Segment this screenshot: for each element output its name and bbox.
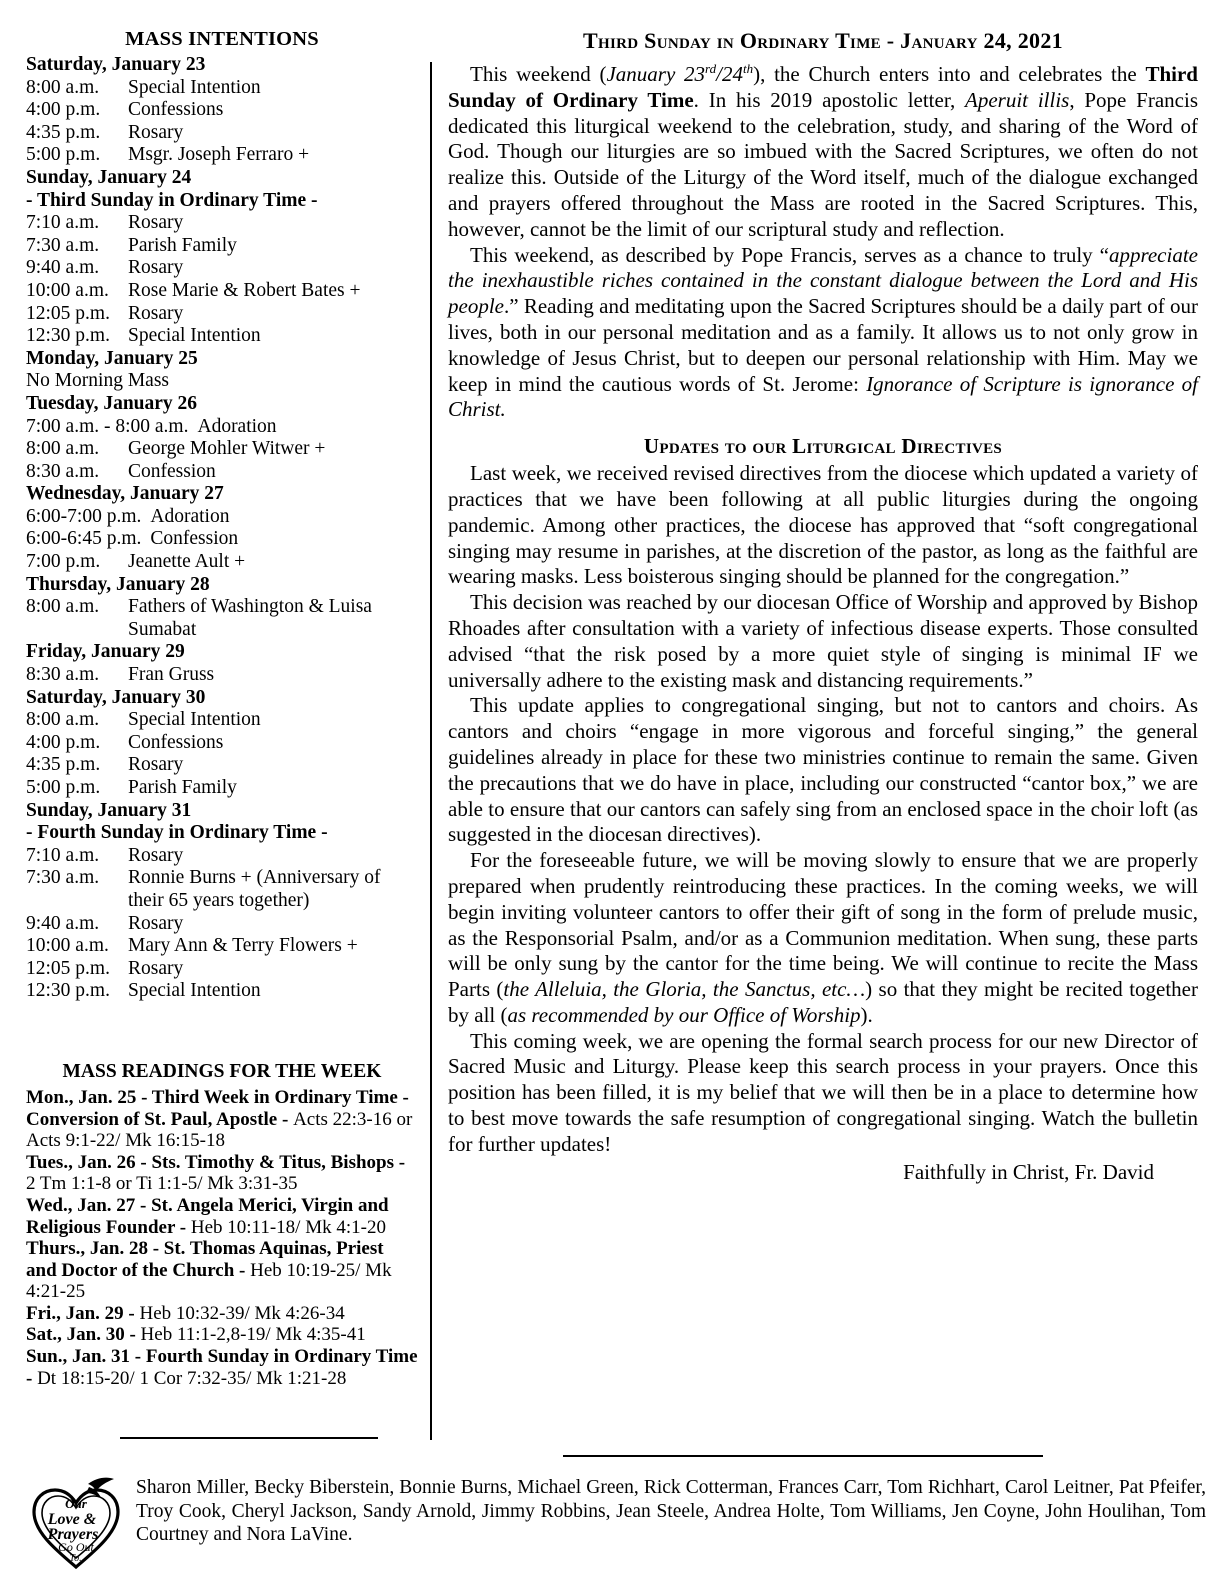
p2-quote: appreciate the inexhaustible riches contained in the constant dialogue between the Lord and His people (448, 242, 1198, 319)
article-paragraph-1 (448, 62, 1198, 243)
mass-reading-label: Wed., Jan. 27 - St. Angela Merici, Virgin and Religious Founder - (26, 1194, 389, 1238)
mass-day-note: No Morning Mass (26, 370, 170, 392)
mass-intention-description: Rosary (128, 754, 184, 776)
mass-intention-description: Special Intention (128, 76, 261, 98)
mass-intention-time: 12:05 p.m. (26, 957, 110, 979)
mass-day-subtitle: - Third Sunday in Ordinary Time - (26, 189, 318, 211)
mass-intention-row (26, 438, 418, 461)
right-column (426, 28, 1198, 1185)
mass-intention-time: 7:00 p.m. (26, 551, 101, 573)
logo-line-2: Love & (47, 1511, 97, 1528)
mass-intention-row (26, 144, 418, 167)
mass-reading-citation: Heb 10:32-39/ Mk 4:26-34 (139, 1302, 345, 1324)
mass-reading-label: Sun., Jan. 31 - Fourth Sunday in Ordinary Time - (26, 1346, 418, 1389)
mass-intention-time: 7:10 a.m. (26, 844, 100, 866)
logo-line-4: Go Out (58, 1540, 94, 1554)
mass-intention-description: Confession (128, 460, 216, 482)
mass-intention-row (26, 122, 418, 145)
mass-intention-row (26, 664, 418, 687)
p1-end: , Pope Francis dedicated this liturgical weekend to the celebration, study, and sharing of the Word of God. Though our liturgies are so imbued with the Sacred Scriptures, we often do not realize this. Outside of the Liturgy of the Word itself, much of the dialogue exchanged and prayers offered throughout the Mass are rooted in the Sacred Scriptures. This, however, cannot be the limit of our scriptural study and reflection. (448, 87, 1198, 241)
prayer-list-footer (26, 1470, 1206, 1574)
article-paragraph-7: This coming week, we are opening the formal search process for our new Director of Sacred Music and Liturgy. Please keep this search process in your prayers. Once this position has been filled, it is my belief that we will then be in a place to determine how to best move towards the safe resumption of congregational singing. Watch the bulletin for further updates! (448, 1028, 1198, 1156)
mass-intentions-heading: MASS INTENTIONS (125, 28, 319, 50)
mass-reading-item (26, 1346, 418, 1389)
mass-intention-row (26, 709, 418, 732)
mass-intention-description: Rosary (128, 257, 184, 279)
mass-day-heading: Thursday, January 28 (26, 573, 210, 595)
mass-intention-description: Ronnie Burns + (Anniversary of (128, 867, 381, 889)
mass-reading-item (26, 1087, 418, 1152)
mass-intention-time: 9:40 a.m. (26, 257, 100, 279)
mass-intentions-list (26, 54, 418, 1003)
p1-date-a: January 23 (606, 62, 706, 86)
mass-intention-description: Parish Family (128, 777, 237, 798)
logo-line-1: Our (65, 1496, 87, 1511)
mass-intention-description: Adoration (150, 505, 230, 527)
p1-italic: Aperuit illis (965, 87, 1070, 112)
mass-intention-time: 12:30 p.m. (26, 325, 110, 347)
mass-intention-time: 6:00-7:00 p.m. (26, 505, 142, 527)
mass-reading-citation: Heb 10:11-18/ Mk 4:1-20 (190, 1216, 386, 1238)
mass-reading-citation: Dt 18:15-20/ 1 Cor 7:32-35/ Mk 1:21-28 (37, 1367, 347, 1389)
mass-reading-label: Mon., Jan. 25 - Third Week in Ordinary Time - Conversion of St. Paul, Apostle - (26, 1086, 409, 1130)
mass-intention-description: Fathers of Washington & Luisa (128, 596, 372, 618)
p1-mid2: . In his 2019 apostolic letter, (693, 87, 966, 112)
mass-intention-description: Rosary (128, 302, 184, 324)
mass-intention-row (26, 980, 418, 1003)
mass-intention-description: Rosary (128, 212, 184, 234)
mass-reading-item (26, 1303, 418, 1325)
left-column (26, 28, 426, 1389)
article-paragraph-6 (448, 848, 1198, 1029)
mass-intention-description: Confessions (128, 731, 224, 753)
mass-intention-time: 4:00 p.m. (26, 731, 101, 753)
mass-intention-row (26, 77, 418, 100)
mass-intention-row (26, 551, 418, 574)
mass-intention-description: Confessions (128, 99, 224, 121)
mass-reading-item (26, 1195, 418, 1238)
mass-reading-label: Tues., Jan. 26 - Sts. Timothy & Titus, Bishops - (26, 1151, 406, 1173)
mass-intention-description: Msgr. Joseph Ferraro + (128, 144, 310, 166)
mass-intention-time: 10:00 a.m. (26, 279, 109, 301)
mass-intention-row (26, 845, 418, 868)
p1-sup-b: th (742, 61, 754, 76)
mass-intention-row (26, 235, 418, 258)
mass-intention-time: 7:30 a.m. (26, 234, 100, 256)
mass-day-heading: Saturday, January 23 (26, 54, 206, 75)
mass-intention-description: Rosary (128, 121, 184, 143)
mass-intention-description: Adoration (197, 415, 277, 437)
mass-intention-continuation: Sumabat (128, 618, 197, 640)
mass-readings-list (26, 1087, 418, 1389)
p2-jerome-quote: Ignorance of Scripture is ignorance of Christ. (448, 371, 1198, 422)
p1-pre: This weekend ( (470, 62, 607, 86)
right-footer-rule (563, 1455, 1043, 1457)
mass-intention-row (26, 416, 418, 439)
mass-intention-time: 8:00 a.m. (26, 438, 100, 460)
mass-intention-row (26, 257, 418, 280)
love-and-prayers-logo (26, 1470, 126, 1574)
mass-intention-description: Rosary (128, 912, 184, 934)
mass-intention-row (26, 867, 418, 890)
mass-reading-citation: Heb 11:1-2,8-19/ Mk 4:35-41 (140, 1324, 366, 1346)
mass-reading-citation: Acts 22:3-16 or Acts 9:1-22/ Mk 16:15-18 (26, 1108, 413, 1152)
liturgical-directives-heading: Updates to our Liturgical Directives (643, 434, 1003, 459)
mass-intention-time: 9:40 a.m. (26, 912, 100, 934)
p1-bold: Third Sunday of Ordinary Time (448, 62, 1198, 112)
mass-day-heading: Wednesday, January 27 (26, 483, 224, 505)
mass-intention-row (26, 596, 418, 619)
mass-day-heading: Tuesday, January 26 (26, 392, 198, 414)
mass-intention-time: 7:10 a.m. (26, 212, 100, 234)
article-paragraph-4: This decision was reached by our diocesan Office of Worship and approved by Bishop Rhoades after consultation with a variety of infectious disease experts. Those consulted advised “that the risk posed by a more quiet style of singing is minimal IF we universally adhere to the existing mask and distancing requirements.” (448, 590, 1198, 692)
p2-pre: This weekend, as described by Pope Francis, serves as a chance to truly “ (470, 242, 1109, 267)
p6-office-worship: as recommended by our Office of Worship (507, 1002, 861, 1027)
mass-intention-row (26, 777, 418, 800)
mass-intention-time: 7:00 a.m. - 8:00 a.m. (26, 415, 189, 437)
mass-day-heading: Sunday, January 31 (26, 799, 192, 821)
mass-intention-time: 4:35 p.m. (26, 121, 101, 143)
mass-intention-row (26, 325, 418, 348)
mass-reading-citation: Heb 10:19-25/ Mk 4:21-25 (26, 1259, 392, 1303)
p6-mass-parts: the Alleluia, the Gloria, the Sanctus, etc… (503, 977, 866, 1002)
mass-reading-citation: 2 Tm 1:1-8 or Ti 1:1-5/ Mk 3:31-35 (26, 1173, 298, 1195)
logo-line-5: To... (69, 1553, 87, 1564)
mass-intention-description: Rosary (128, 844, 184, 866)
mass-reading-label: Fri., Jan. 29 - (26, 1302, 140, 1324)
mass-intention-time: 8:00 a.m. (26, 596, 100, 618)
p2-mid: .” Reading and meditating upon the Sacred Scriptures should be a daily part of our lives, both in our personal meditation and as a family. It allows us to not only grow in knowledge of Jesus Christ, but to deepen our personal relationship with Him. May we keep in mind the cautious words of St. Jerome: (448, 294, 1198, 396)
article-paragraph-5: This update applies to congregational singing, but not to cantors and choirs. As cantors and choirs “engage in more vigorous and forceful singing,” the general guidelines already in place for these two ministries continue to remain the same. Given the precautions that we do have in place, including our constructed “cantor box,” we are able to ensure that our cantors can safely sing from an enclosed space in the choir loft (as suggested in the diocesan directives). (448, 693, 1198, 847)
mass-day-heading: Monday, January 25 (26, 347, 198, 369)
mass-intention-row (26, 303, 418, 326)
mass-intention-description: Special Intention (128, 325, 261, 347)
mass-intention-row (26, 506, 418, 529)
mass-intention-time: 12:05 p.m. (26, 302, 110, 324)
p1-date-b: /24 (716, 62, 743, 86)
mass-intention-description: Special Intention (128, 709, 261, 731)
mass-intention-row (26, 958, 418, 981)
article-paragraph-3: Last week, we received revised directives from the diocese which updated a variety of practices that we have been following at all public liturgies during the ongoing pandemic. Among other practices, the diocese has approved that “soft congregational singing may resume in parishes, at the discretion of the pastor, as long as the faithful are wearing masks. Less boisterous singing should be planned for the congregation.” (448, 461, 1198, 589)
left-footer-rule (120, 1437, 378, 1439)
mass-intention-description: Rose Marie & Robert Bates + (128, 279, 361, 301)
mass-intention-time: 7:30 a.m. (26, 867, 100, 889)
mass-intention-description: Mary Ann & Terry Flowers + (128, 935, 358, 957)
mass-intention-description: Special Intention (128, 980, 261, 1002)
mass-intention-time: 4:35 p.m. (26, 754, 101, 776)
mass-intention-description: Fran Gruss (128, 664, 215, 686)
mass-day-subtitle: - Fourth Sunday in Ordinary Time - (26, 822, 328, 844)
mass-intention-time: 8:00 a.m. (26, 76, 100, 98)
mass-intention-row (26, 935, 418, 958)
mass-intention-row (26, 754, 418, 777)
mass-intention-time: 4:00 p.m. (26, 99, 101, 121)
mass-reading-item (26, 1152, 418, 1195)
mass-day-heading: Friday, January 29 (26, 641, 185, 663)
mass-reading-item (26, 1238, 418, 1303)
mass-intention-row (26, 528, 418, 551)
mass-intention-description: George Mohler Witwer + (128, 438, 326, 460)
mass-reading-item (26, 1324, 418, 1346)
article-title: Third Sunday in Ordinary Time - January 24, 2021 (583, 28, 1063, 53)
mass-intention-time: 10:00 a.m. (26, 935, 109, 957)
mass-intention-time: 6:00-6:45 p.m. (26, 528, 142, 550)
mass-readings-heading: MASS READINGS FOR THE WEEK (62, 1060, 382, 1082)
mass-intention-description: Parish Family (128, 234, 237, 256)
p1-mid: ), the Church enters into and celebrates the (753, 62, 1146, 86)
prayer-names-list: Sharon Miller, Becky Biberstein, Bonnie Burns, Michael Green, Rick Cotterman, Frances Carr, Tom Richhart, Carol Leitner, Pat Pfeifer, Troy Cook, Cheryl Jackson, Sandy Arnold, Jimmy Robbins, Jean Steele, Andrea Holte, Tom Williams, Jen Coyne, John Houlihan, Tom Courtney and Nora LaVine. (136, 1477, 1206, 1545)
article-signature: Faithfully in Christ, Fr. David (903, 1159, 1154, 1184)
mass-reading-label: Sat., Jan. 30 - (26, 1324, 141, 1346)
article-paragraph-2 (448, 243, 1198, 424)
mass-intention-row (26, 461, 418, 484)
mass-intention-continuation: their 65 years together) (128, 889, 310, 911)
p6-pre: For the foreseeable future, we will be moving slowly to ensure that we are properly prepared when prudently reintroducing these practices. In the coming weeks, we will begin inviting volunteer cantors to offer their gift of song in the form of prelude music, as the Responsorial Psalm, and/or as a Communion meditation. When sung, these parts will be only sung by the cantor for the time being. We will continue to recite the Mass Parts ( (448, 848, 1198, 1002)
mass-day-heading: Saturday, January 30 (26, 686, 206, 708)
mass-intention-time: 5:00 p.m. (26, 144, 101, 166)
mass-intention-description: Rosary (128, 957, 184, 979)
p1-sup-a: rd (705, 61, 717, 76)
mass-intention-description: Jeanette Ault + (128, 551, 246, 573)
mass-intention-row (26, 212, 418, 235)
mass-intention-row (26, 913, 418, 936)
mass-intention-time: 8:30 a.m. (26, 664, 100, 686)
column-divider (430, 62, 432, 1440)
mass-intention-row (26, 280, 418, 303)
mass-intention-time: 12:30 p.m. (26, 980, 110, 1002)
mass-intention-time: 8:00 a.m. (26, 709, 100, 731)
mass-intention-row (26, 99, 418, 122)
section-spacer (26, 1003, 418, 1061)
p6-mid: ) so that they might be recited together by all ( (448, 977, 1198, 1027)
mass-reading-label: Thurs., Jan. 28 - St. Thomas Aquinas, Priest and Doctor of the Church - (26, 1238, 384, 1281)
mass-intention-description: Confession (150, 528, 239, 550)
mass-day-heading: Sunday, January 24 (26, 166, 192, 188)
mass-intention-row (26, 732, 418, 755)
p6-end: ). (860, 1002, 873, 1027)
mass-intention-time: 8:30 a.m. (26, 460, 100, 482)
two-column-layout (26, 28, 1198, 1438)
mass-intention-time: 5:00 p.m. (26, 777, 101, 798)
logo-line-3: Prayers (47, 1526, 99, 1543)
